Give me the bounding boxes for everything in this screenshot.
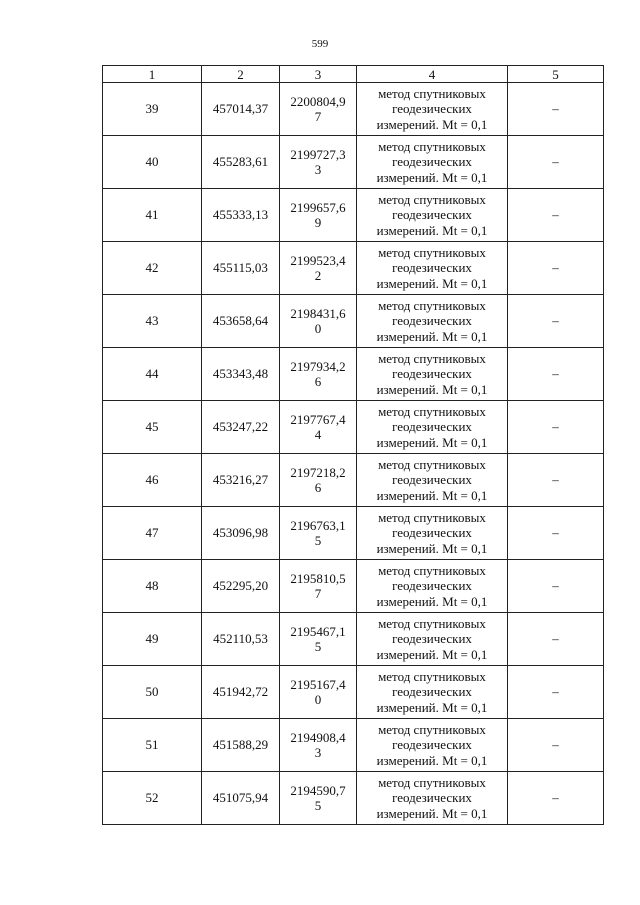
method-line: измерений. Mt = 0,1 xyxy=(376,328,488,344)
method-line: геодезических xyxy=(392,207,472,223)
table-row xyxy=(103,83,604,136)
method-line: геодезических xyxy=(392,684,472,700)
y-coordinate-cell xyxy=(280,560,357,613)
table-row xyxy=(103,136,604,189)
point-number-cell: 45 xyxy=(103,401,202,454)
y-coordinate-line: 6 xyxy=(314,480,322,495)
x-coordinate-cell: 453343,48 xyxy=(202,348,280,401)
x-coordinate-cell: 452110,53 xyxy=(202,613,280,666)
y-coordinate-line: 2195810,5 xyxy=(290,571,346,586)
column-header-5: 5 xyxy=(508,66,604,83)
coordinates-table xyxy=(102,65,604,825)
method-cell xyxy=(357,507,508,560)
method-line: измерений. Mt = 0,1 xyxy=(376,540,488,556)
y-coordinate-line: 5 xyxy=(314,798,322,813)
y-coordinate-line: 2199523,4 xyxy=(290,253,346,268)
method-cell xyxy=(357,666,508,719)
method-line: измерений. Mt = 0,1 xyxy=(376,593,488,609)
method-line: метод спутниковых xyxy=(378,297,486,313)
y-coordinate-line: 3 xyxy=(314,745,322,760)
method-line: геодезических xyxy=(392,790,472,806)
method-line: метод спутниковых xyxy=(378,403,486,419)
point-number-cell: 50 xyxy=(103,666,202,719)
method-cell xyxy=(357,772,508,825)
method-line: геодезических xyxy=(392,260,472,276)
table-row xyxy=(103,719,604,772)
point-number-cell: 41 xyxy=(103,189,202,242)
method-line: измерений. Mt = 0,1 xyxy=(376,222,488,238)
y-coordinate-line: 6 xyxy=(314,374,322,389)
note-cell: – xyxy=(508,83,604,136)
method-line: метод спутниковых xyxy=(378,668,486,684)
method-line: метод спутниковых xyxy=(378,562,486,578)
table-header xyxy=(103,66,604,83)
y-coordinate-cell xyxy=(280,136,357,189)
y-coordinate-cell xyxy=(280,295,357,348)
y-coordinate-line: 0 xyxy=(314,321,322,336)
y-coordinate-line: 2194590,7 xyxy=(290,783,346,798)
method-line: геодезических xyxy=(392,366,472,382)
note-cell: – xyxy=(508,242,604,295)
note-cell: – xyxy=(508,772,604,825)
method-line: измерений. Mt = 0,1 xyxy=(376,169,488,185)
method-line: геодезических xyxy=(392,631,472,647)
table-row xyxy=(103,295,604,348)
x-coordinate-cell: 455283,61 xyxy=(202,136,280,189)
y-coordinate-line: 0 xyxy=(314,692,322,707)
note-cell: – xyxy=(508,613,604,666)
method-cell xyxy=(357,136,508,189)
method-cell xyxy=(357,295,508,348)
method-line: измерений. Mt = 0,1 xyxy=(376,699,488,715)
method-cell xyxy=(357,401,508,454)
point-number-cell: 49 xyxy=(103,613,202,666)
y-coordinate-line: 3 xyxy=(314,162,322,177)
method-cell xyxy=(357,454,508,507)
point-number-cell: 52 xyxy=(103,772,202,825)
y-coordinate-cell xyxy=(280,666,357,719)
note-cell: – xyxy=(508,136,604,189)
y-coordinate-cell xyxy=(280,613,357,666)
table-row xyxy=(103,189,604,242)
table-row xyxy=(103,348,604,401)
table-row xyxy=(103,666,604,719)
y-coordinate-cell xyxy=(280,348,357,401)
x-coordinate-cell: 453247,22 xyxy=(202,401,280,454)
x-coordinate-cell: 455333,13 xyxy=(202,189,280,242)
header-row xyxy=(103,66,604,83)
point-number-cell: 40 xyxy=(103,136,202,189)
method-line: геодезических xyxy=(392,154,472,170)
method-line: геодезических xyxy=(392,525,472,541)
y-coordinate-line: 2195167,4 xyxy=(290,677,346,692)
y-coordinate-cell xyxy=(280,189,357,242)
y-coordinate-line: 2197218,2 xyxy=(290,465,346,480)
method-cell xyxy=(357,242,508,295)
point-number-cell: 44 xyxy=(103,348,202,401)
method-line: метод спутниковых xyxy=(378,615,486,631)
table-row xyxy=(103,613,604,666)
method-line: метод спутниковых xyxy=(378,85,486,101)
note-cell: – xyxy=(508,348,604,401)
note-cell: – xyxy=(508,189,604,242)
point-number-cell: 47 xyxy=(103,507,202,560)
table-row xyxy=(103,401,604,454)
method-line: геодезических xyxy=(392,101,472,117)
method-line: геодезических xyxy=(392,737,472,753)
y-coordinate-cell xyxy=(280,454,357,507)
method-line: метод спутниковых xyxy=(378,138,486,154)
method-line: измерений. Mt = 0,1 xyxy=(376,752,488,768)
y-coordinate-line: 7 xyxy=(314,109,322,124)
method-cell xyxy=(357,83,508,136)
y-coordinate-cell xyxy=(280,507,357,560)
method-cell xyxy=(357,560,508,613)
table-row xyxy=(103,242,604,295)
method-line: геодезических xyxy=(392,578,472,594)
y-coordinate-line: 2196763,1 xyxy=(290,518,346,533)
table-row xyxy=(103,772,604,825)
method-cell xyxy=(357,348,508,401)
method-line: геодезических xyxy=(392,472,472,488)
column-header-2: 2 xyxy=(202,66,280,83)
column-header-3: 3 xyxy=(280,66,357,83)
y-coordinate-cell xyxy=(280,83,357,136)
method-line: метод спутниковых xyxy=(378,244,486,260)
note-cell: – xyxy=(508,401,604,454)
y-coordinate-cell xyxy=(280,242,357,295)
column-header-4: 4 xyxy=(357,66,508,83)
x-coordinate-cell: 452295,20 xyxy=(202,560,280,613)
method-line: метод спутниковых xyxy=(378,774,486,790)
page-number: 599 xyxy=(311,38,329,50)
note-cell: – xyxy=(508,560,604,613)
y-coordinate-cell xyxy=(280,719,357,772)
note-cell: – xyxy=(508,454,604,507)
y-coordinate-line: 5 xyxy=(314,639,322,654)
point-number-cell: 46 xyxy=(103,454,202,507)
y-coordinate-line: 2199657,6 xyxy=(290,200,346,215)
y-coordinate-line: 2197934,2 xyxy=(290,359,346,374)
method-line: метод спутниковых xyxy=(378,509,486,525)
column-header-1: 1 xyxy=(103,66,202,83)
table-row xyxy=(103,454,604,507)
method-line: метод спутниковых xyxy=(378,191,486,207)
method-line: измерений. Mt = 0,1 xyxy=(376,116,488,132)
note-cell: – xyxy=(508,295,604,348)
point-number-cell: 51 xyxy=(103,719,202,772)
x-coordinate-cell: 457014,37 xyxy=(202,83,280,136)
point-number-cell: 39 xyxy=(103,83,202,136)
y-coordinate-line: 2197767,4 xyxy=(290,412,346,427)
y-coordinate-line: 2200804,9 xyxy=(290,94,346,109)
y-coordinate-cell xyxy=(280,401,357,454)
y-coordinate-line: 7 xyxy=(314,586,322,601)
note-cell: – xyxy=(508,507,604,560)
x-coordinate-cell: 451942,72 xyxy=(202,666,280,719)
y-coordinate-line: 2199727,3 xyxy=(290,147,346,162)
y-coordinate-line: 5 xyxy=(314,533,322,548)
point-number-cell: 48 xyxy=(103,560,202,613)
method-cell xyxy=(357,719,508,772)
point-number-cell: 42 xyxy=(103,242,202,295)
method-line: измерений. Mt = 0,1 xyxy=(376,381,488,397)
table-row xyxy=(103,507,604,560)
y-coordinate-cell xyxy=(280,772,357,825)
x-coordinate-cell: 453096,98 xyxy=(202,507,280,560)
note-cell: – xyxy=(508,719,604,772)
x-coordinate-cell: 451588,29 xyxy=(202,719,280,772)
y-coordinate-line: 4 xyxy=(314,427,322,442)
y-coordinate-line: 2 xyxy=(314,268,322,283)
method-line: измерений. Mt = 0,1 xyxy=(376,487,488,503)
point-number-cell: 43 xyxy=(103,295,202,348)
table-body xyxy=(103,83,604,825)
x-coordinate-cell: 453216,27 xyxy=(202,454,280,507)
note-cell: – xyxy=(508,666,604,719)
y-coordinate-line: 9 xyxy=(314,215,322,230)
y-coordinate-line: 2198431,6 xyxy=(290,306,346,321)
method-line: геодезических xyxy=(392,313,472,329)
y-coordinate-line: 2195467,1 xyxy=(290,624,346,639)
method-line: измерений. Mt = 0,1 xyxy=(376,646,488,662)
x-coordinate-cell: 453658,64 xyxy=(202,295,280,348)
method-cell xyxy=(357,189,508,242)
method-line: метод спутниковых xyxy=(378,456,486,472)
method-cell xyxy=(357,613,508,666)
method-line: измерений. Mt = 0,1 xyxy=(376,275,488,291)
method-line: метод спутниковых xyxy=(378,721,486,737)
table-row xyxy=(103,560,604,613)
method-line: измерений. Mt = 0,1 xyxy=(376,805,488,821)
method-line: геодезических xyxy=(392,419,472,435)
method-line: метод спутниковых xyxy=(378,350,486,366)
method-line: измерений. Mt = 0,1 xyxy=(376,434,488,450)
y-coordinate-line: 2194908,4 xyxy=(290,730,346,745)
x-coordinate-cell: 455115,03 xyxy=(202,242,280,295)
x-coordinate-cell: 451075,94 xyxy=(202,772,280,825)
